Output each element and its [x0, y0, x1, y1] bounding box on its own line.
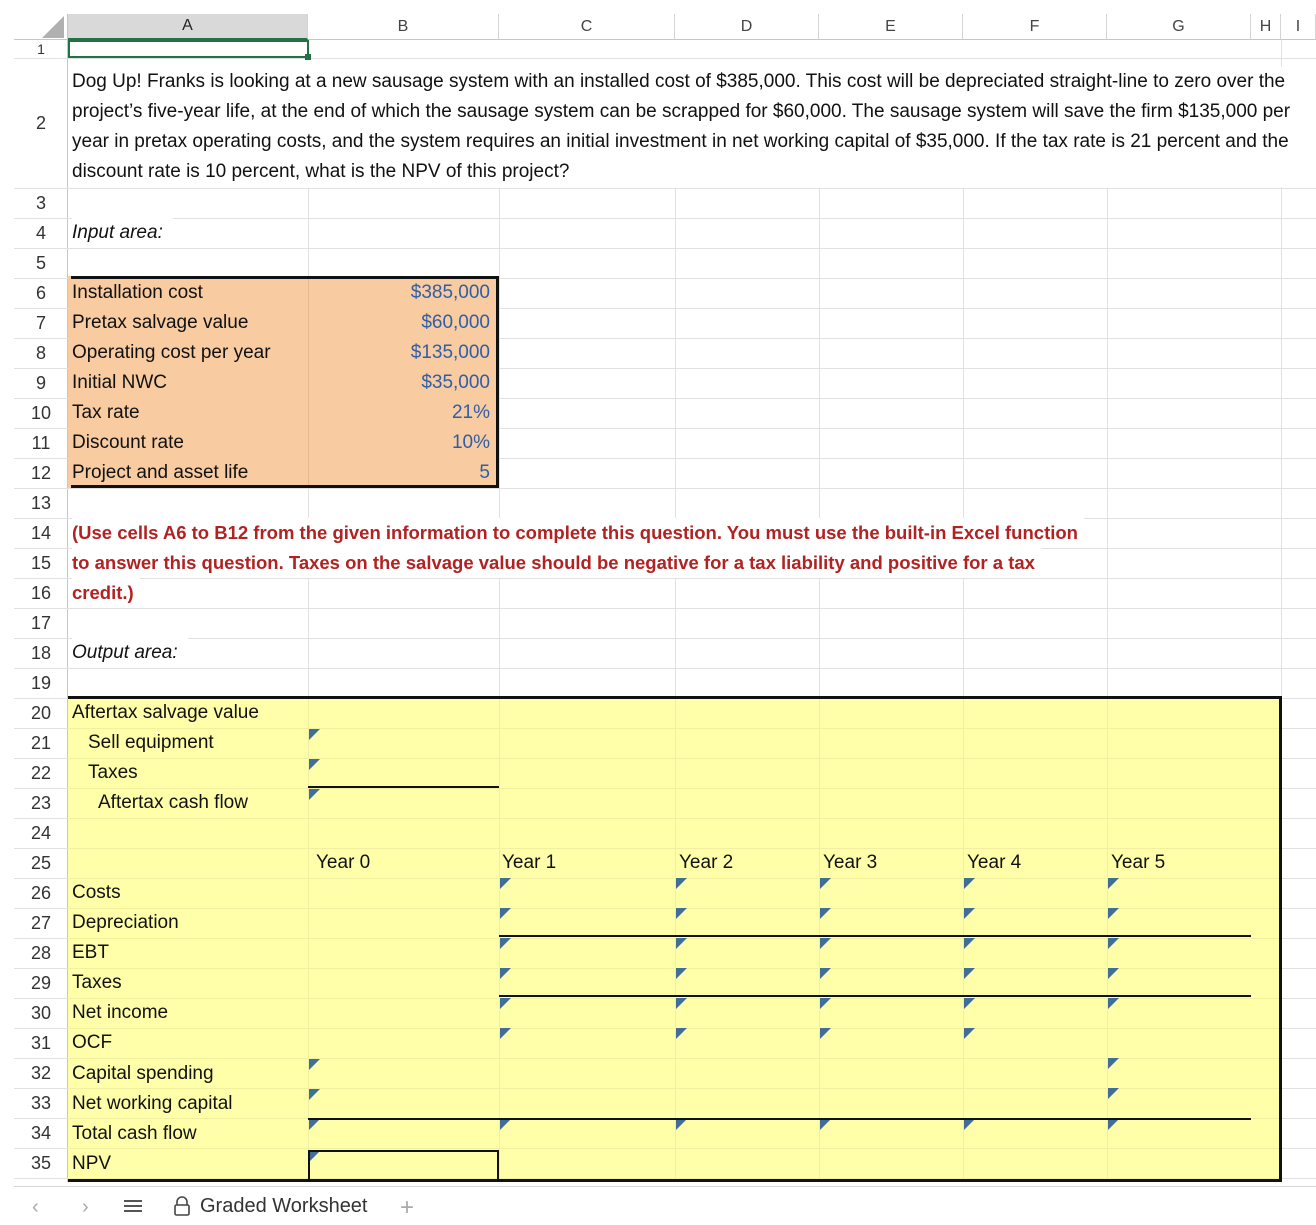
input-value[interactable]: 10% — [451, 432, 490, 453]
select-all-icon — [14, 14, 68, 40]
comment-indicator — [964, 878, 975, 889]
comment-indicator — [820, 878, 831, 889]
input-label: Project and asset life — [72, 462, 249, 483]
row-header[interactable]: 12 — [30, 462, 52, 483]
comment-indicator — [1108, 968, 1119, 979]
row-header[interactable]: 27 — [30, 912, 52, 933]
comment-indicator — [820, 968, 831, 979]
input-label: Tax rate — [72, 402, 140, 423]
sum-underline — [308, 1118, 1251, 1120]
comment-indicator — [820, 938, 831, 949]
row-header[interactable]: 15 — [30, 552, 52, 573]
column-header-b[interactable]: B — [308, 14, 499, 40]
salvage-input-b23[interactable] — [308, 788, 499, 818]
output-area-label: Output area: — [72, 638, 188, 668]
cashflow-label: Costs — [72, 882, 121, 903]
row-header[interactable]: 17 — [30, 612, 52, 633]
input-value[interactable]: 21% — [451, 402, 490, 423]
grid-line — [68, 968, 1279, 969]
comment-indicator — [1108, 878, 1119, 889]
sheet-tab-label: Graded Worksheet — [200, 1194, 368, 1217]
comment-indicator — [309, 1059, 320, 1070]
comment-indicator — [676, 938, 687, 949]
comment-indicator — [309, 1119, 320, 1130]
grid-line — [14, 58, 1316, 59]
aftertax-cash-flow-label: Aftertax cash flow — [98, 792, 248, 813]
column-header-d[interactable]: D — [675, 14, 819, 40]
row-header[interactable]: 30 — [30, 1002, 52, 1023]
year-2-header: Year 2 — [679, 852, 734, 873]
comment-indicator — [820, 1119, 831, 1130]
comment-indicator — [964, 1028, 975, 1039]
grid-line — [14, 188, 1316, 189]
salvage-taxes-label: Taxes — [88, 762, 138, 783]
grid-line — [68, 1088, 1279, 1089]
instruction-line: to answer this question. Taxes on the salvage value should be negative for a tax liability and positive for a tax — [72, 548, 1041, 578]
input-area-label: Input area: — [72, 218, 173, 248]
row-header[interactable]: 31 — [30, 1032, 52, 1053]
grid-line — [68, 1148, 1279, 1149]
cashflow-label: Taxes — [72, 972, 122, 993]
grid-line — [68, 938, 1279, 939]
instruction-line: credit.) — [72, 578, 140, 608]
comment-indicator — [500, 1028, 511, 1039]
row-header[interactable]: 21 — [30, 732, 52, 753]
input-label: Pretax salvage value — [72, 312, 249, 333]
comment-indicator — [1108, 1058, 1119, 1069]
row-header[interactable]: 22 — [30, 762, 52, 783]
grid-line — [68, 818, 1279, 819]
salvage-input-b21[interactable] — [308, 728, 499, 758]
row-header[interactable]: 34 — [30, 1122, 52, 1143]
grid-line — [68, 1178, 1279, 1179]
comment-indicator — [500, 1119, 511, 1130]
column-header-g[interactable]: G — [1107, 14, 1251, 40]
input-label: Operating cost per year — [72, 342, 271, 363]
comment-indicator — [500, 908, 511, 919]
column-header-c[interactable]: C — [499, 14, 675, 40]
comment-indicator — [1108, 998, 1119, 1009]
grid-line — [68, 758, 1279, 759]
row-header[interactable]: 10 — [30, 402, 52, 423]
row-header[interactable]: 9 — [35, 372, 46, 393]
row-header[interactable]: 4 — [35, 222, 46, 243]
row-header[interactable]: 8 — [35, 342, 46, 363]
salvage-input-b22[interactable] — [308, 758, 499, 788]
comment-indicator — [1108, 908, 1119, 919]
comment-indicator — [820, 998, 831, 1009]
column-header-f[interactable]: F — [963, 14, 1107, 40]
comment-indicator — [964, 908, 975, 919]
input-box-left-border — [68, 276, 71, 488]
comment-indicator — [676, 1119, 687, 1130]
comment-indicator — [676, 878, 687, 889]
row-header[interactable]: 24 — [30, 822, 52, 843]
row-header[interactable]: 32 — [30, 1062, 52, 1083]
scroll-right-icon[interactable]: › — [82, 1196, 89, 1218]
row-header[interactable]: 11 — [31, 432, 51, 453]
comment-indicator — [676, 968, 687, 979]
sum-underline — [499, 935, 1251, 937]
comment-indicator — [500, 998, 511, 1009]
grid-line — [14, 638, 1316, 639]
grid-line — [14, 608, 1316, 609]
row-header[interactable]: 33 — [30, 1092, 52, 1113]
row-header[interactable]: 19 — [30, 672, 52, 693]
row-header[interactable]: 20 — [30, 702, 52, 723]
sheet-tab-graded-worksheet[interactable] — [172, 1190, 368, 1222]
row-header[interactable]: 16 — [30, 582, 52, 603]
sum-underline — [499, 995, 1251, 997]
comment-indicator — [676, 998, 687, 1009]
comment-indicator — [676, 908, 687, 919]
aftertax-salvage-label: Aftertax salvage value — [72, 702, 259, 723]
row-header[interactable]: 25 — [30, 852, 52, 873]
row-header[interactable]: 18 — [30, 642, 52, 663]
npv-input-cell[interactable] — [308, 1150, 499, 1182]
row-header[interactable]: 13 — [30, 492, 52, 513]
comment-indicator — [964, 968, 975, 979]
grid-line — [14, 218, 1316, 219]
year-4-header: Year 4 — [967, 852, 1022, 873]
lock-icon — [172, 1195, 192, 1217]
comment-indicator — [500, 968, 511, 979]
comment-indicator — [1108, 1088, 1119, 1099]
comment-indicator — [309, 1089, 320, 1100]
row-header[interactable]: 29 — [30, 972, 52, 993]
row-header[interactable]: 6 — [35, 282, 46, 303]
input-value[interactable]: 5 — [479, 462, 490, 483]
input-value[interactable]: $35,000 — [421, 372, 490, 393]
column-header-h[interactable]: H — [1251, 14, 1281, 40]
comment-indicator — [820, 908, 831, 919]
comment-indicator — [964, 998, 975, 1009]
year-1-header: Year 1 — [502, 852, 557, 873]
grid-line — [14, 668, 1316, 669]
column-header-e[interactable]: E — [819, 14, 963, 40]
column-header-i[interactable]: I — [1281, 14, 1316, 40]
add-sheet-icon[interactable]: + — [400, 1194, 415, 1221]
grid-line — [68, 1028, 1279, 1029]
year-3-header: Year 3 — [823, 852, 878, 873]
cashflow-label: Total cash flow — [72, 1123, 197, 1144]
year-5-header: Year 5 — [1111, 852, 1166, 873]
grid-line — [68, 848, 1279, 849]
grid-line — [68, 728, 1279, 729]
scroll-left-icon[interactable]: ‹ — [32, 1196, 39, 1218]
cashflow-label: Depreciation — [72, 912, 179, 933]
grid-line — [14, 578, 1316, 579]
row-header[interactable]: 3 — [35, 192, 46, 213]
input-label: Initial NWC — [72, 372, 168, 393]
row-header[interactable]: 23 — [30, 792, 52, 813]
comment-indicator — [964, 938, 975, 949]
grid-line — [68, 998, 1279, 999]
problem-text: Dog Up! Franks is looking at a new sausage system with an installed cost of $385,000. This cost will be depreciated straight-line to zero over the project’s five-year life, at the end of which the sausage system can be scrapped for $60,000. The sausage system will save the firm $135,000 per year in pretax operating costs, and the system requires an initial investment in net working capital of $35,000. If the tax rate is 21 percent and the discount rate is 10 percent, what is the NPV of this project? — [72, 67, 1312, 187]
sell-equipment-label: Sell equipment — [88, 732, 214, 753]
comment-indicator — [500, 878, 511, 889]
comment-indicator — [500, 938, 511, 949]
comment-indicator — [964, 1119, 975, 1130]
year-0-header: Year 0 — [316, 852, 371, 873]
cashflow-label: EBT — [72, 942, 109, 963]
row-header[interactable]: 1 — [37, 41, 45, 57]
selected-cell-a1[interactable] — [68, 40, 309, 58]
comment-indicator — [820, 1028, 831, 1039]
row-header[interactable]: 5 — [35, 252, 46, 273]
input-value[interactable]: $385,000 — [410, 282, 490, 303]
cashflow-label: Net working capital — [72, 1093, 233, 1114]
row-header[interactable]: 28 — [30, 942, 52, 963]
row-header[interactable]: 14 — [30, 522, 52, 543]
grid-line — [14, 248, 1316, 249]
comment-indicator — [1108, 1119, 1119, 1130]
sheet-list-icon[interactable] — [124, 1197, 142, 1215]
select-all-corner[interactable] — [14, 14, 68, 40]
instruction-line: (Use cells A6 to B12 from the given information to complete this question. You must use the built-in Excel function — [72, 518, 1084, 548]
input-value[interactable]: $60,000 — [421, 312, 490, 333]
row-header[interactable]: 26 — [30, 882, 52, 903]
grid-line — [68, 1058, 1279, 1059]
row-header[interactable]: 2 — [35, 112, 46, 133]
input-label: Installation cost — [72, 282, 203, 303]
comment-indicator — [1108, 938, 1119, 949]
column-header-a[interactable]: A — [68, 14, 308, 40]
grid-line — [68, 788, 1279, 789]
grid-line — [14, 488, 1316, 489]
row-header[interactable]: 35 — [30, 1152, 52, 1173]
comment-indicator — [676, 1028, 687, 1039]
cashflow-label: OCF — [72, 1032, 113, 1053]
grid-line — [68, 908, 1279, 909]
grid-line — [68, 878, 1279, 879]
fill-handle[interactable] — [305, 54, 311, 60]
row-header[interactable]: 7 — [35, 312, 46, 333]
input-label: Discount rate — [72, 432, 184, 453]
cashflow-label: Net income — [72, 1002, 169, 1023]
cashflow-label: NPV — [72, 1153, 112, 1174]
cashflow-label: Capital spending — [72, 1063, 214, 1084]
input-value[interactable]: $135,000 — [410, 342, 490, 363]
